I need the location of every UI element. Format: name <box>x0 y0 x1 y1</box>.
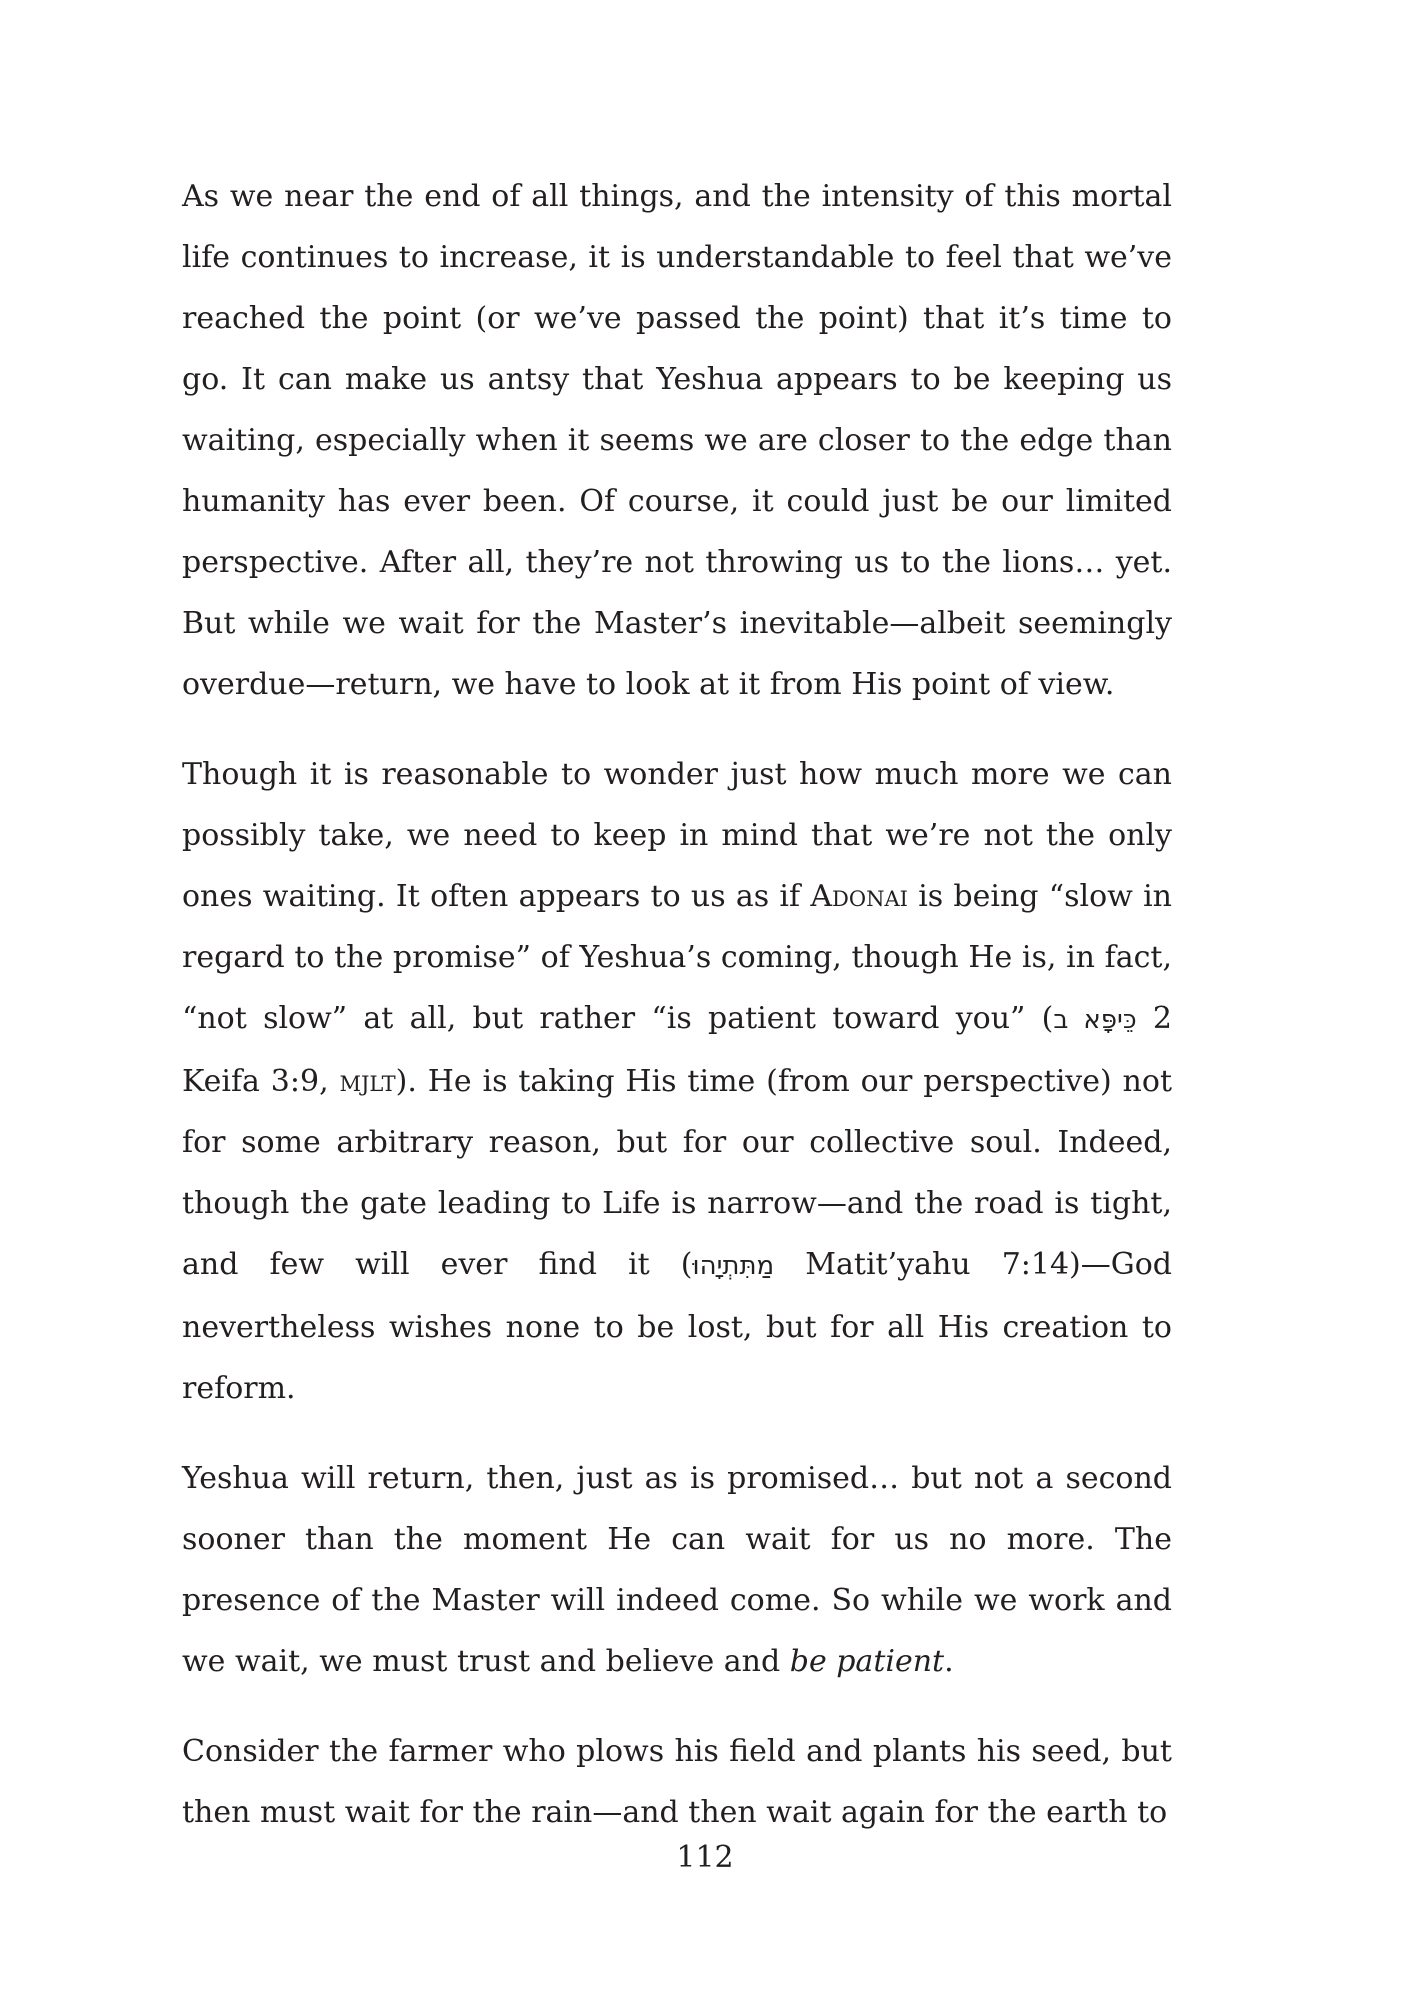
paragraph-2 <box>182 744 1172 1419</box>
page-body <box>182 166 1172 1872</box>
page-number: 112 <box>676 1840 734 1875</box>
paragraph-2-text-e: Matit’yahu 7:14)—God nevertheless wishes none to be lost, but for all His creation to reform. <box>182 1247 1172 1406</box>
paragraph-3 <box>182 1448 1172 1692</box>
paragraph-2-text-d: ). He is taking His time (from our perspective) not for some arbitrary reason, but for our collective soul. Indeed, though the gate leading to Life is narrow—and the road is tight, and few will ever find it ( <box>182 1064 1172 1282</box>
paragraph-2-text-b: is being “slow in regard to the promise” of Yeshua’s coming, though He is, in fact, “not slow” at all, but rather “is patient toward you” ( <box>182 879 1172 1036</box>
paragraph-4 <box>182 1721 1172 1843</box>
paragraph-2-text-a: Though it is reasonable to wonder just how much more we can possibly take, we need to keep in mind that we’re not the only ones waiting. It often appears to us as if <box>182 757 1172 914</box>
hebrew-book-keifa: כֵּיפָּא ב <box>1053 1005 1137 1035</box>
translation-abbrev-mjlt: mjlt <box>339 1064 396 1099</box>
divine-name-adonai: Adonai <box>810 879 908 914</box>
hebrew-book-matityahu: מַתִּתְיָהוּ <box>692 1251 775 1281</box>
paragraph-3-emphasis: be patient <box>789 1644 945 1679</box>
paragraph-1 <box>182 166 1172 715</box>
paragraph-2-text-c: 2 Keifa 3:9, <box>182 1001 1172 1099</box>
paragraph-3-end: . <box>944 1644 954 1679</box>
paragraph-3-text: Yeshua will return, then, just as is promised… but not a second sooner than the moment He can wait for us no more. The presence of the Master will indeed come. So while we work and we wait, we must trust and believe and <box>182 1461 1172 1679</box>
paragraph-4-text: Consider the farmer who plows his field and plants his seed, but then must wait for the rain—and then wait again for the earth to <box>182 1734 1172 1830</box>
paragraph-1-text: As we near the end of all things, and the intensity of this mortal life continues to increase, it is understandable to feel that we’ve reached the point (or we’ve passed the point) that it’s time to go. It can make us antsy that Yeshua appears to be keeping us waiting, especially when it seems we are closer to the edge than humanity has ever been. Of course, it could just be our limited perspective. After all, they’re not throwing us to the lions… yet. But while we wait for the Master’s inevitable—albeit seemingly overdue—return, we have to look at it from His point of view. <box>182 179 1172 702</box>
